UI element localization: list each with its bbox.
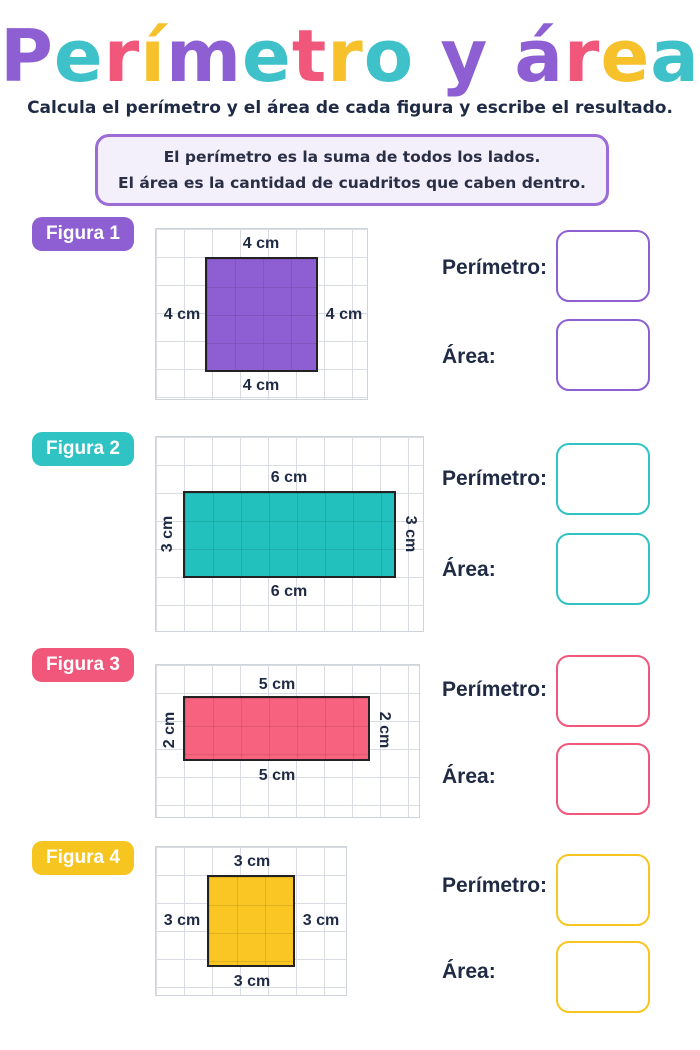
title-letter: e [241, 14, 292, 98]
title-letter: y [440, 14, 489, 98]
square-shape [207, 875, 295, 967]
perimeter-answer-box[interactable] [556, 230, 650, 302]
title-letter: á [514, 14, 564, 98]
area-label: Área: [442, 345, 496, 368]
area-answer-box[interactable] [556, 533, 650, 605]
area-answer-box[interactable] [556, 319, 650, 391]
title-letter: o [363, 14, 415, 98]
perimeter-label: Perímetro: [442, 256, 548, 279]
figure-badge: Figura 2 [32, 432, 134, 466]
figure-badge: Figura 3 [32, 648, 134, 682]
info-line-area: El área es la cantidad de cuadritos que caben dentro. [118, 174, 586, 192]
perimeter-label: Perímetro: [442, 678, 548, 701]
perimeter-answer-box[interactable] [556, 443, 650, 515]
dimension-right: 2 cm [376, 711, 393, 749]
title-letter: r [563, 14, 601, 98]
title-letter: e [53, 14, 104, 98]
title-letter: P [0, 14, 54, 98]
dimension-top: 4 cm [242, 235, 280, 252]
dimension-left: 3 cm [163, 912, 201, 929]
area-answer-box[interactable] [556, 743, 650, 815]
title-letter: r [103, 14, 141, 98]
perimeter-label: Perímetro: [442, 467, 548, 490]
instructions: Calcula el perímetro y el área de cada figura y escribe el resultado. [27, 98, 673, 118]
square-shape [205, 257, 318, 372]
dimension-bottom: 4 cm [242, 377, 280, 394]
dimension-top: 3 cm [233, 853, 271, 870]
dimension-left: 4 cm [163, 306, 201, 323]
perimeter-answer-box[interactable] [556, 854, 650, 926]
title-letter: í [140, 14, 166, 98]
dimension-bottom: 3 cm [233, 973, 271, 990]
perimeter-label: Perímetro: [442, 874, 548, 897]
area-label: Área: [442, 765, 496, 788]
rectangle-shape [183, 696, 370, 761]
dimension-bottom: 5 cm [258, 767, 296, 784]
dimension-top: 6 cm [270, 469, 308, 486]
area-answer-box[interactable] [556, 941, 650, 1013]
dimension-left: 3 cm [159, 515, 176, 553]
title-letter: t [291, 14, 328, 98]
figure-badge: Figura 4 [32, 841, 134, 875]
title-letter: a [650, 14, 700, 98]
title-letter: e [600, 14, 651, 98]
rectangle-shape [183, 491, 396, 578]
dimension-bottom: 6 cm [270, 583, 308, 600]
dimension-left: 2 cm [161, 711, 178, 749]
info-line-perimeter: El perímetro es la suma de todos los lados. [163, 148, 541, 166]
dimension-top: 5 cm [258, 676, 296, 693]
title-letter [414, 14, 440, 98]
dimension-right: 3 cm [302, 912, 340, 929]
page-title [0, 10, 700, 102]
title-letter: r [327, 14, 364, 98]
info-box [95, 134, 609, 206]
dimension-right: 3 cm [402, 515, 419, 553]
title-letter: m [165, 14, 242, 98]
area-label: Área: [442, 960, 496, 983]
perimeter-answer-box[interactable] [556, 655, 650, 727]
title-letter [488, 14, 514, 98]
dimension-right: 4 cm [325, 306, 363, 323]
area-label: Área: [442, 558, 496, 581]
figure-badge: Figura 1 [32, 217, 134, 251]
